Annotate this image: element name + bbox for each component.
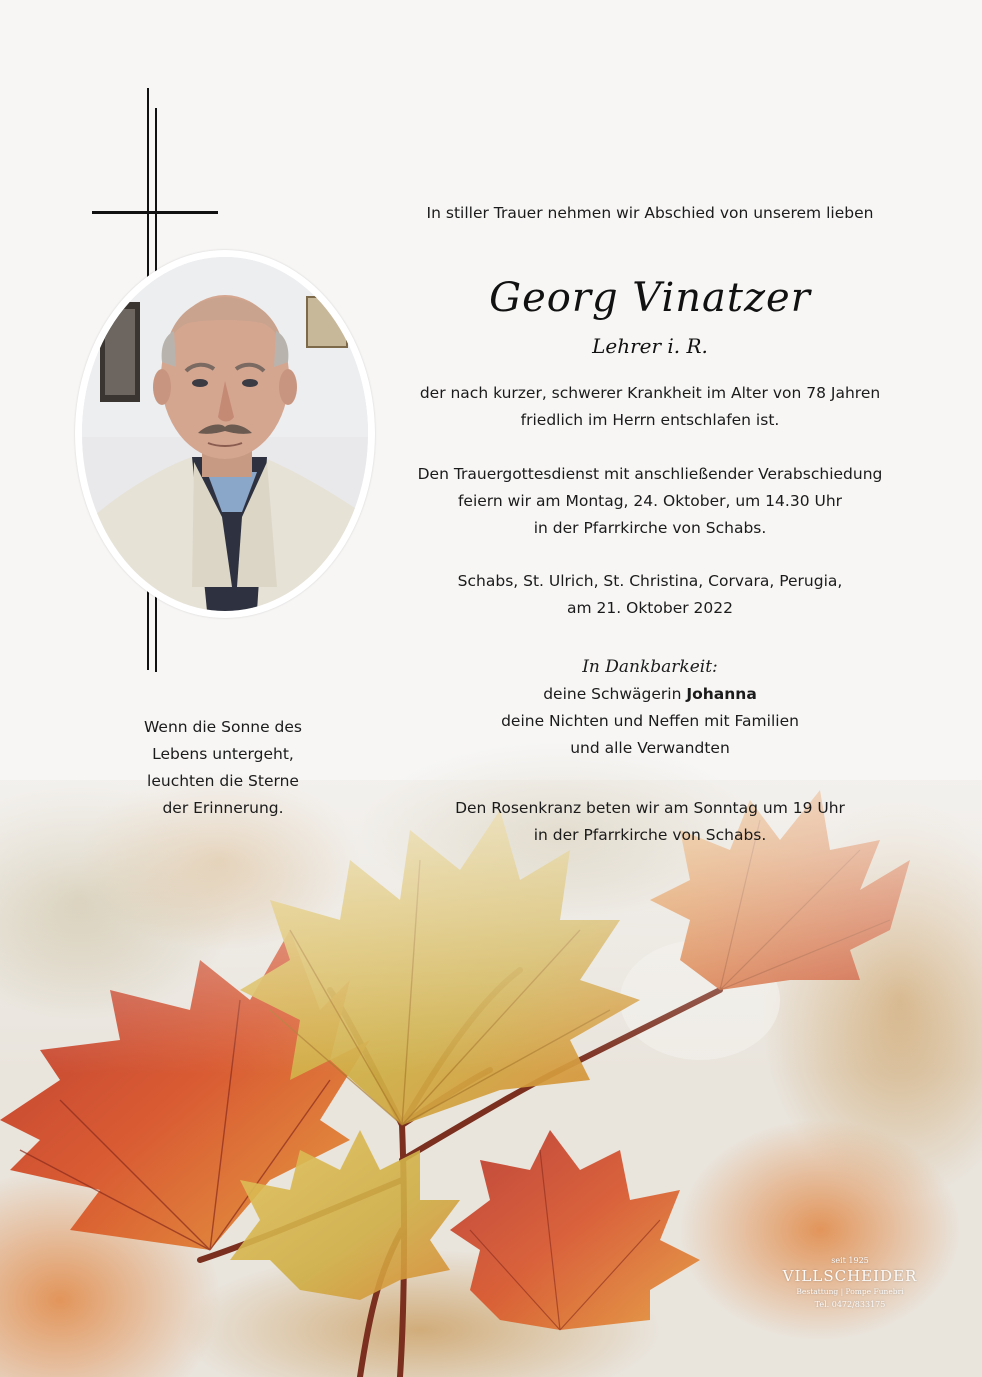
thanks-line-1: [400, 681, 900, 708]
quote-line-2: Lebens untergeht,: [152, 745, 294, 763]
portrait-photo: [82, 257, 368, 611]
service-line-1: Den Trauergottesdienst mit anschließender Verabschiedung: [417, 465, 883, 483]
quote-line-1: Wenn die Sonne des: [143, 718, 303, 736]
quote-text: [100, 714, 346, 822]
death-line-2: friedlich im Herrn entschlafen ist.: [520, 411, 780, 429]
place-date-text: [400, 568, 900, 622]
cross-horizontal-line: [92, 211, 218, 214]
death-line-1: der nach kurzer, schwerer Krankheit im Alter von 78 Jahren: [419, 384, 881, 402]
deceased-title: Lehrer i. R.: [592, 334, 708, 358]
brand-phone: Tel. 0472/833175: [814, 1300, 886, 1309]
service-line-2: feiern wir am Montag, 24. Oktober, um 14.30 Uhr: [457, 492, 843, 510]
brand-since: seit 1925: [831, 1256, 869, 1265]
thanks-label: In Dankbarkeit:: [582, 657, 718, 677]
place-line: Schabs, St. Ulrich, St. Christina, Corvara, Perugia,: [457, 572, 843, 590]
intro-line: In stiller Trauer nehmen wir Abschied von unserem lieben: [426, 204, 874, 222]
service-text: [400, 461, 900, 542]
funeral-home-logo: [774, 1256, 926, 1312]
intro-text: [410, 200, 890, 227]
thanks-line-3: und alle Verwandten: [570, 739, 730, 757]
thanks-line-1-prefix: deine Schwägerin: [543, 685, 687, 703]
deceased-name: Georg Vinatzer: [489, 275, 811, 321]
rosary-line-1: Den Rosenkranz beten wir am Sonntag um 19 Uhr: [455, 799, 845, 817]
rosary-text: [400, 795, 900, 849]
thanks-section: [400, 654, 900, 762]
thanks-line-1-name: Johanna: [686, 685, 757, 703]
quote-line-4: der Erinnerung.: [162, 799, 284, 817]
thanks-line-2: deine Nichten und Neffen mit Familien: [501, 712, 799, 730]
service-line-3: in der Pfarrkirche von Schabs.: [533, 519, 767, 537]
date-line: am 21. Oktober 2022: [567, 599, 733, 617]
death-text: [400, 380, 900, 434]
rosary-line-2: in der Pfarrkirche von Schabs.: [533, 826, 767, 844]
brand-name: VILLSCHEIDER: [782, 1267, 918, 1285]
brand-subtitle: Bestattung | Pompe Funebri: [796, 1287, 904, 1296]
quote-line-3: leuchten die Sterne: [147, 772, 299, 790]
